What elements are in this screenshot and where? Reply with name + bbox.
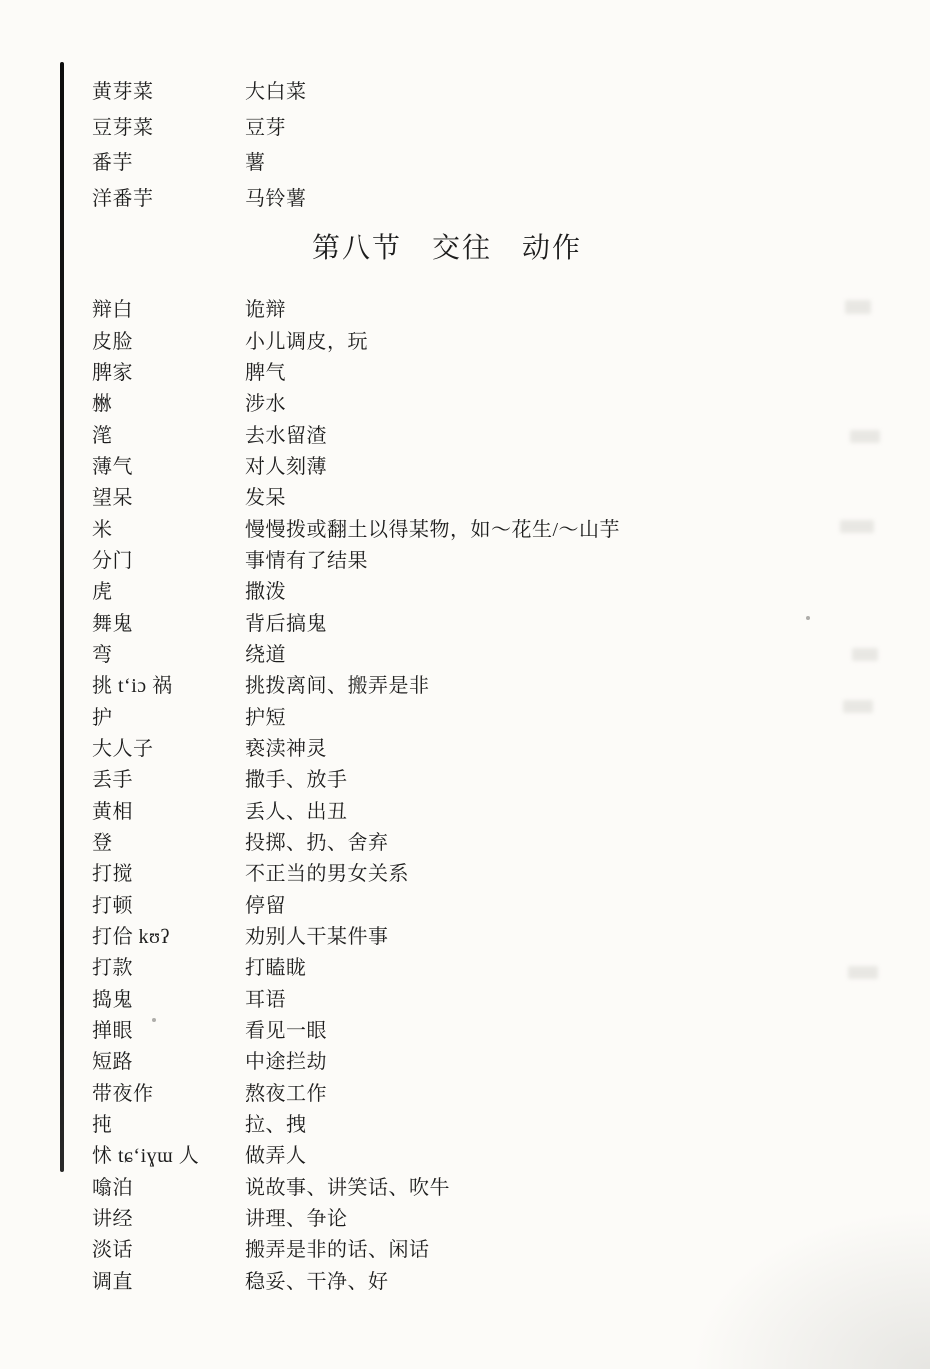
dictionary-entry-row [0, 574, 930, 605]
entry-meaning: 挑拨离间、搬弄是非 [245, 675, 430, 698]
dictionary-entry-row [0, 1138, 930, 1169]
dictionary-entry-row [0, 1076, 930, 1107]
dictionary-entry-row [0, 1107, 930, 1138]
dictionary-entry-row [0, 449, 930, 480]
entry-word: 调直 [92, 1270, 133, 1293]
dictionary-entry-row [0, 1044, 930, 1075]
entry-word: 带夜作 [92, 1082, 154, 1105]
entry-word: 打款 [92, 957, 133, 980]
entry-word: 黄相 [92, 800, 133, 823]
dictionary-entry-row [0, 919, 930, 950]
entry-meaning: 丢人、出丑 [245, 800, 348, 823]
dictionary-entry-row [0, 637, 930, 668]
entry-meaning: 不正当的男女关系 [245, 863, 409, 886]
dictionary-entry-row [0, 1201, 930, 1232]
dictionary-entry-row [0, 1264, 930, 1295]
dictionary-entry-row [0, 794, 930, 825]
dictionary-entry-row [0, 386, 930, 417]
entry-word: 弯 [92, 643, 113, 666]
dictionary-entry-row [0, 511, 930, 542]
dictionary-entry-row [0, 605, 930, 636]
entry-meaning: 中途拦劫 [245, 1051, 327, 1074]
entry-meaning: 马铃薯 [245, 187, 307, 210]
entry-word: 怵 tɕ‘iɣɯ 人 [92, 1145, 200, 1168]
dictionary-entry-row [0, 668, 930, 699]
dictionary-entry-row [0, 355, 930, 386]
entry-meaning: 护短 [245, 706, 286, 729]
entry-word: 打佮 kʊʔ [92, 926, 170, 949]
entry-meaning: 耳语 [245, 988, 286, 1011]
entry-meaning: 涉水 [245, 393, 286, 416]
entry-word: 短路 [92, 1051, 133, 1074]
entry-meaning: 小儿调皮，玩 [245, 330, 368, 353]
entry-meaning: 豆芽 [245, 116, 286, 139]
dictionary-entry-row [0, 543, 930, 574]
dictionary-entry-row [0, 982, 930, 1013]
entry-meaning: 发呆 [245, 487, 286, 510]
entry-word: 挑 t‘iɔ 祸 [92, 675, 173, 698]
entry-meaning: 讲理、争论 [245, 1208, 348, 1231]
entry-word: 分门 [92, 549, 133, 572]
entry-word: 掸眼 [92, 1020, 133, 1043]
dictionary-entry-row [0, 699, 930, 730]
entry-word: 丢手 [92, 769, 133, 792]
entry-meaning: 搬弄是非的话、闲话 [245, 1239, 430, 1262]
dictionary-entry-row [0, 1013, 930, 1044]
entry-meaning: 稳妥、干净、好 [245, 1270, 389, 1293]
entry-word: 扽 [92, 1114, 113, 1137]
entry-meaning: 背后搞鬼 [245, 612, 327, 635]
dictionary-entry-row [0, 292, 930, 323]
entry-word: 登 [92, 832, 113, 855]
entry-word: 舞鬼 [92, 612, 133, 635]
entry-meaning: 对人刻薄 [245, 455, 327, 478]
entry-meaning: 亵渎神灵 [245, 737, 327, 760]
dictionary-entry-row [0, 108, 930, 144]
entry-word: 米 [92, 518, 113, 541]
section-header: 第八节 交往 动作 [311, 233, 582, 264]
dictionary-entry-row [0, 323, 930, 354]
section-entry-list [0, 292, 930, 1295]
entry-meaning: 慢慢拨或翻土以得某物，如～花生/～山芋 [245, 518, 621, 541]
entry-meaning: 看见一眼 [245, 1020, 327, 1043]
entry-word: 噏泊 [92, 1176, 133, 1199]
entry-word: 望呆 [92, 487, 133, 510]
dictionary-entry-row [0, 950, 930, 981]
dictionary-entry-row [0, 1232, 930, 1263]
dictionary-entry-row [0, 731, 930, 762]
entry-meaning: 投掷、扔、舍弃 [245, 832, 389, 855]
entry-word: 㴇 [92, 393, 113, 416]
entry-word: 洋番芋 [92, 187, 154, 210]
entry-word: 淡话 [92, 1239, 133, 1262]
entry-meaning: 大白菜 [245, 81, 307, 104]
entry-word: 打搅 [92, 863, 133, 886]
entry-word: 番芋 [92, 152, 133, 175]
entry-word: 护 [92, 706, 113, 729]
entry-meaning: 打瞌眬 [245, 957, 307, 980]
entry-word: 虎 [92, 581, 113, 604]
entry-word: 大人子 [92, 737, 154, 760]
dictionary-entry-row [0, 143, 930, 179]
entry-meaning: 脾气 [245, 361, 286, 384]
entry-word: 脾家 [92, 361, 133, 384]
entry-word: 滗 [92, 424, 113, 447]
entry-meaning: 做弄人 [245, 1145, 307, 1168]
entry-word: 黄芽菜 [92, 81, 154, 104]
entry-word: 辩白 [92, 299, 133, 322]
dictionary-entry-row [0, 888, 930, 919]
dictionary-entry-row [0, 480, 930, 511]
entry-meaning: 撒手、放手 [245, 769, 348, 792]
entry-word: 捣鬼 [92, 988, 133, 1011]
previous-section-entry-list [0, 72, 930, 214]
entry-word: 讲经 [92, 1208, 133, 1231]
dictionary-entry-row [0, 856, 930, 887]
entry-meaning: 撒泼 [245, 581, 286, 604]
dictionary-entry-row [0, 72, 930, 108]
entry-word: 皮脸 [92, 330, 133, 353]
dictionary-entry-row [0, 179, 930, 215]
entry-word: 薄气 [92, 455, 133, 478]
entry-meaning: 停留 [245, 894, 286, 917]
entry-meaning: 事情有了结果 [245, 549, 368, 572]
entry-meaning: 薯 [245, 152, 266, 175]
entry-meaning: 诡辩 [245, 299, 286, 322]
entry-meaning: 劝别人干某件事 [245, 926, 389, 949]
dictionary-entry-row [0, 417, 930, 448]
entry-word: 打顿 [92, 894, 133, 917]
dictionary-entry-row [0, 825, 930, 856]
entry-meaning: 拉、拽 [245, 1114, 307, 1137]
entry-meaning: 说故事、讲笑话、吹牛 [245, 1176, 450, 1199]
entry-meaning: 去水留渣 [245, 424, 327, 447]
dictionary-entry-row [0, 762, 930, 793]
entry-meaning: 熬夜工作 [245, 1082, 327, 1105]
dictionary-entry-row [0, 1170, 930, 1201]
entry-word: 豆芽菜 [92, 116, 154, 139]
entry-meaning: 绕道 [245, 643, 286, 666]
